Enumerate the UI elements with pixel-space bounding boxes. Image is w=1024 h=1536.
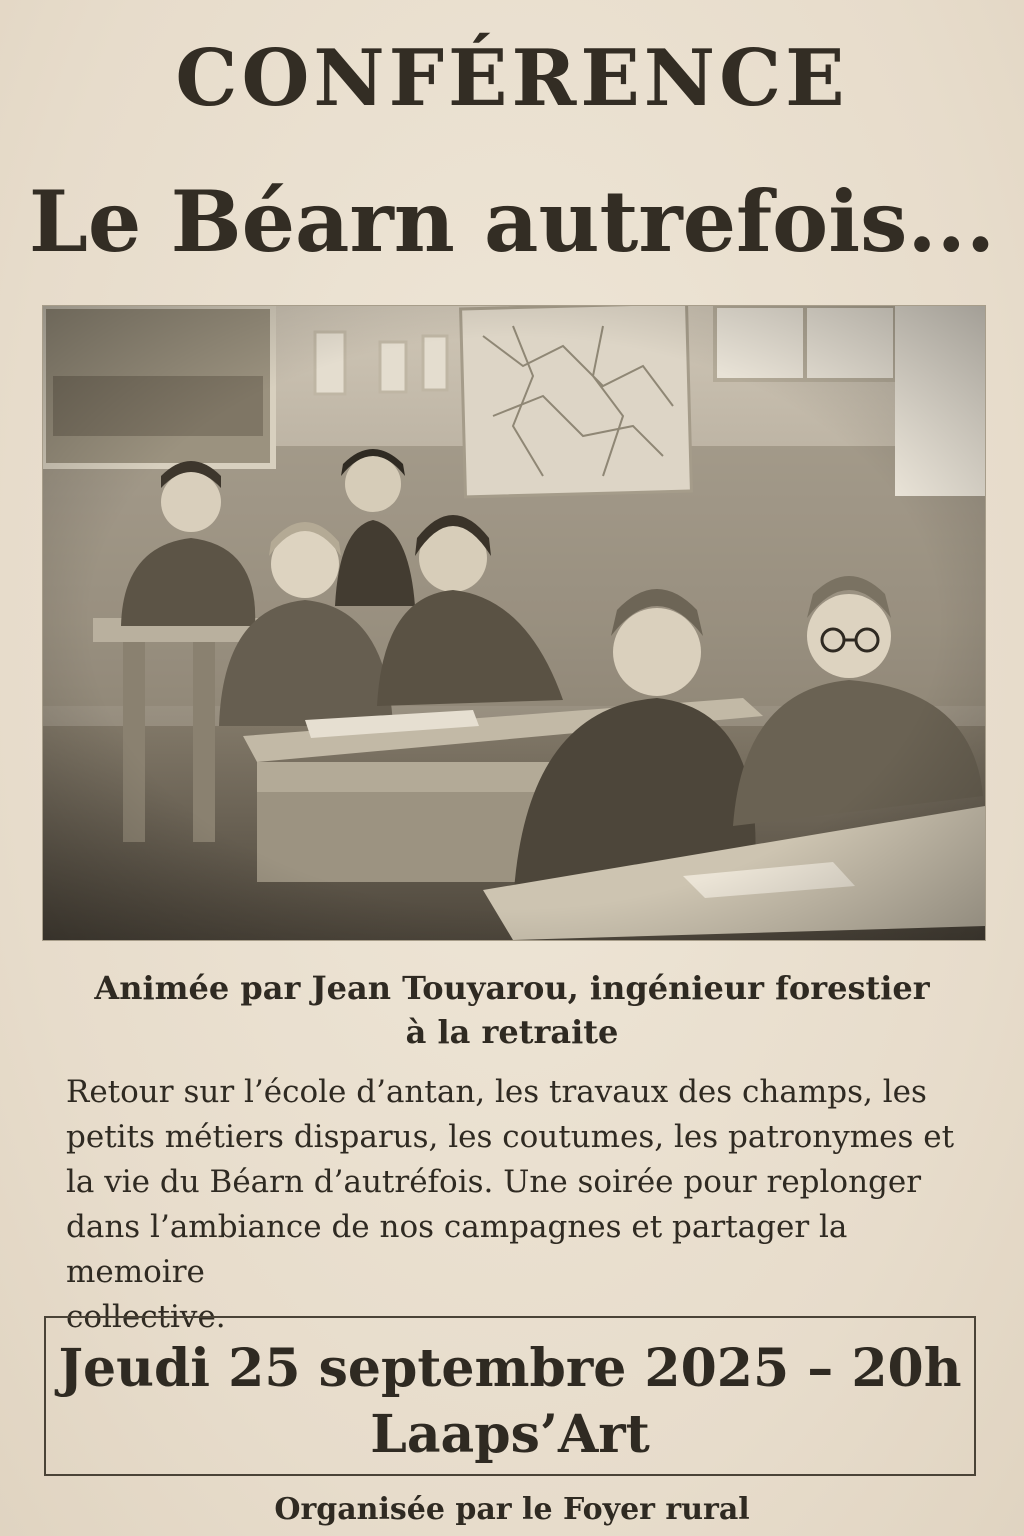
conference-title: Le Béarn autrefois... [28,172,996,271]
event-venue: Laaps’Art [370,1404,650,1465]
description-line: la vie du Béarn d’autréfois. Une soirée pour replonger [66,1164,922,1200]
host-info [80,966,944,1054]
description-line: petits métiers disparus, les coutumes, les patronymes et [66,1119,955,1155]
event-date: Jeudi 25 septembre 2025 – 20h [58,1338,962,1399]
host-line: Animée par Jean Touyarou, ingénieur forestier [94,969,930,1007]
event-description [66,1070,996,1340]
conference-kicker: CONFÉRENCE [175,33,849,124]
host-line: à la retraite [405,1013,619,1051]
classroom-photo [43,306,985,940]
event-details-box [44,1316,976,1476]
description-line: collective. [66,1299,226,1335]
description-line: dans l’ambiance de nos campagnes et partager la memoire [66,1209,848,1290]
description-line: Retour sur l’école d’antan, les travaux des champs, les [66,1074,927,1110]
classroom-photo-illustration [43,306,985,940]
organizer-credit: Organisée par le Foyer rural [274,1492,750,1527]
